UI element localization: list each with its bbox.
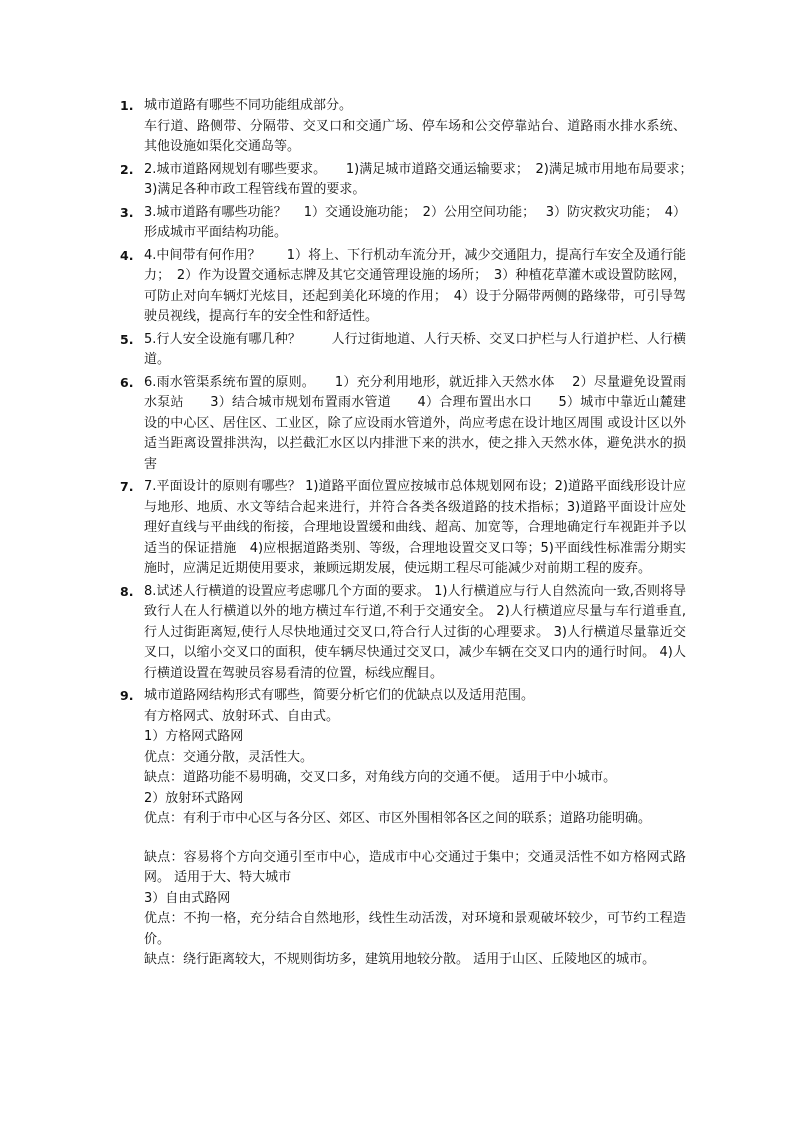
question-number: 2. <box>120 161 134 177</box>
question-paragraph: 3.城市道路有哪些功能？ 1）交通设施功能； 2）公用空间功能； 3）防灾救灾功能； 4）形成城市平面结构功能。 <box>144 204 686 240</box>
question-paragraph: 优点：不拘一格，充分结合自然地形，线性生动活泼，对环境和景观破坏较少，可节约工程造价。 <box>144 911 686 947</box>
question-number: 4. <box>120 247 134 263</box>
question-body <box>144 373 686 476</box>
question-number: 7. <box>120 479 134 494</box>
question-number: 9. <box>120 688 134 703</box>
question-body <box>144 686 686 971</box>
question-item <box>120 582 686 685</box>
question-item <box>120 96 686 158</box>
question-number: 1. <box>120 98 134 113</box>
paragraph-spacer <box>144 830 686 848</box>
question-paragraph: 缺点：容易将个方向交通引至市中心，造成市中心交通过于集中；交通灵活性不如方格网式路网。 适用于大、特大城市 <box>144 849 686 885</box>
question-item <box>120 477 686 580</box>
question-paragraph: 7.平面设计的原则有哪些？ 1)道路平面位置应按城市总体规划网布设；2)道路平面线形设计应与地形、地质、水文等结合起来进行，并符合各类各级道路的技术指标；3)道路平面设计应处理好直线与平曲线的衔接，合理地设置缓和曲线、超高、加宽等，合理地确定行车视距并予以适当的保证措施 4)应根据道路类别、等级，合理地设置交叉口等；5)平面线性标准需分期实施时，应满足近期使用要求，兼顾远期发展，使远期工程尽可能减少对前期工程的废弃。 <box>144 479 686 576</box>
question-body <box>144 160 713 201</box>
question-paragraph: 4.中间带有何作用？ 1）将上、下行机动车流分开，减少交通阻力，提高行车安全及通行能力； 2）作为设置交通标志牌及其它交通管理设施的场所； 3）种植花草灌木或设置防眩网，可防止对向车辆灯光炫目，还起到美化环境的作用； 4）设于分隔带两侧的路缘带，可引导驾驶员视线，提高行车的安全性和舒适性。 <box>144 247 686 324</box>
question-item <box>120 160 713 201</box>
question-body <box>144 96 686 158</box>
question-paragraph: 2.城市道路网规划有哪些要求。 1)满足城市道路交通运输要求； 2)满足城市用地布局要求； 3)满足各种市政工程管线布置的要求。 <box>144 161 713 197</box>
question-number: 6. <box>120 374 134 390</box>
question-paragraph: 1）方格网式路网 <box>144 729 244 744</box>
question-paragraph: 有方格网式、放射环式、自由式。 <box>144 708 340 724</box>
question-paragraph: 8.试述人行横道的设置应考虑哪几个方面的要求。 1)人行横道应与行人自然流向一致,否则将导致行人在人行横道以外的地方横过车行道,不利于交通安全。 2)人行横道应尽量与车行道垂直,行人过街距离短,使行人尽快地通过交叉口,符合行人过街的心理要求。 3)人行横道尽量靠近交叉口，以缩小交叉口的面积，使车辆尽快通过交叉口，减少车辆在交叉口内的通行时间。 4)人行横道设置在驾驶员容易看清的位置，标线应醒目。 <box>144 583 686 681</box>
question-list <box>120 96 713 973</box>
question-paragraph: 2）放射环式路网 <box>144 790 244 806</box>
question-paragraph: 缺点：绕行距离较大，不规则街坊多，建筑用地较分散。 适用于山区、丘陵地区的城市。 <box>144 952 656 967</box>
question-number: 8. <box>120 583 134 599</box>
question-paragraph: 5.行人安全设施有哪几种？ 人行过街地道、人行天桥、交叉口护栏与人行道护栏、人行横道。 <box>144 331 686 367</box>
question-number: 3. <box>120 204 134 220</box>
question-body <box>144 330 686 371</box>
question-body <box>144 582 686 685</box>
question-paragraph: 车行道、路侧带、分隔带、交叉口和交通广场、停车场和公交停靠站台、道路雨水排水系统、其他设施如渠化交通岛等。 <box>144 118 686 154</box>
question-item <box>120 373 686 476</box>
question-body <box>144 246 686 328</box>
question-paragraph: 6.雨水管渠系统布置的原则。 1）充分利用地形，就近排入天然水体 2）尽量避免设置雨水泵站 3）结合城市规划布置雨水管道 4）合理布置出水口 5）城市中靠近山麓建设的中心区、居住区、工业区，除了应设雨水管道外，尚应考虑在设计地区周围 或设计区以外适当距离设置排洪沟，以拦截汇水区以内排泄下来的洪水，使之排入天然水体，避免洪水的损害 <box>144 374 686 472</box>
question-paragraph: 城市道路网结构形式有哪些，简要分析它们的优缺点以及适用范围。 <box>144 688 535 703</box>
question-item <box>120 686 686 971</box>
question-number: 5. <box>120 331 134 347</box>
question-body <box>144 477 686 580</box>
question-paragraph: 优点：交通分散，灵活性大。 <box>144 749 314 765</box>
question-body <box>144 203 686 244</box>
question-item <box>120 246 686 328</box>
question-item <box>120 330 686 371</box>
question-paragraph: 城市道路有哪些不同功能组成部分。 <box>144 98 353 113</box>
question-item <box>120 203 686 244</box>
question-paragraph: 缺点：道路功能不易明确，交叉口多，对角线方向的交通不便。 适用于中小城市。 <box>144 770 617 785</box>
question-paragraph: 优点：有利于市中心区与各分区、郊区、市区外围相邻各区之间的联系；道路功能明确。 <box>144 811 652 826</box>
question-paragraph: 3）自由式路网 <box>144 890 231 906</box>
